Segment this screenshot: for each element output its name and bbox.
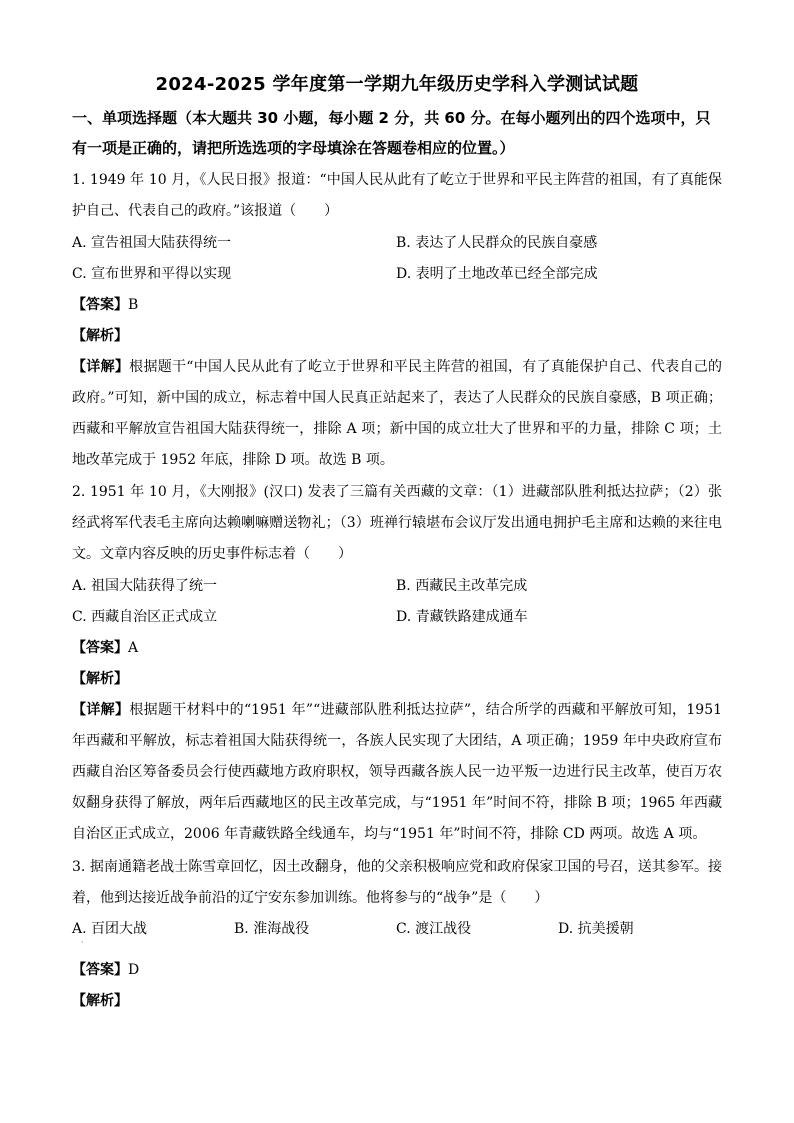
analysis-label: 【解析】 [72,993,128,1009]
analysis-label: 【解析】 [72,671,128,687]
question-2-option-b: B. 西藏民主改革完成 [396,578,528,594]
question-2-option-d: D. 青藏铁路建成通车 [396,609,528,625]
answer-label: 【答案】 [72,297,128,313]
question-1-option-b: B. 表达了人民群众的民族自豪感 [396,235,598,251]
question-1-option-d: D. 表明了土地改革已经全部完成 [396,266,598,282]
section-heading: 一、单项选择题（本大题共 30 小题，每小题 2 分，共 60 分。在每小题列出的四个选项中，只有一项是正确的，请把所选选项的字母填涂在答题卷相应的位置。） [72,109,711,157]
detail-text: 根据题干材料中的“1951 年”“进藏部队胜利抵达拉萨”，结合所学的西藏和平解放可知，1951 年西藏和平解放，标志着祖国大陆获得统一，各族人民实现了大团结，A 项正确；1959 年中央政府宣布西藏自治区筹备委员会行使西藏地方政府职权，领导西藏各族人民一边平叛一边进行民主改革，使百万农奴翻身获得了解放，两年后西藏地区的民主改革完成，与“1951 年”时间不符，排除 B 项；1965 年西藏自治区正式成立，2006 年青藏铁路全线通车，均与“1951 年”时间不符，排除 CD 两项。故选 A 项。 [72,702,723,842]
question-1-detail [72,352,722,476]
question-3-option-a: A. 百团大战 [72,921,148,937]
question-1-option-a: A. 宣告祖国大陆获得统一 [72,235,232,251]
question-3-stem: 3. 据南通籍老战士陈雪章回忆，因土改翻身，他的父亲积极响应党和政府保家卫国的号召，送其参军。接着，他到达接近战争前沿的辽宁安东参加训练。他将参与的“战争”是（ ） [72,859,722,906]
detail-text: 根据题干“中国人民从此有了屹立于世界和平民主阵营的祖国，有了真能保护自己、代表自己的政府。”可知，新中国的成立，标志着中国人民真正站起来了，表达了人民群众的民族自豪感，B 项正确；西藏和平解放宣告祖国大陆获得统一，排除 A 项；新中国的成立壮大了世界和平的力量，排除 C 项；土地改革完成于 1952 年底，排除 D 项。故选 B 项。 [72,359,723,468]
question-3-answer [72,960,139,980]
detail-label: 【详解】 [72,702,130,718]
question-2-option-c: C. 西藏自治区正式成立 [72,609,218,625]
question-2-detail [72,695,722,850]
question-1-answer [72,295,138,315]
answer-label: 【答案】 [72,962,128,978]
question-2-answer [72,638,138,658]
page-title: 2024-2025 学年度第一学期九年级历史学科入学测试试题 [155,74,639,95]
question-3-option-c: C. 渡江战役 [396,921,472,937]
question-2-option-a: A. 祖国大陆获得了统一 [72,578,218,594]
question-3-analysis [72,991,128,1011]
question-3-option-b: B. 淮海战役 [234,921,310,937]
analysis-label: 【解析】 [72,328,128,344]
detail-label: 【详解】 [72,359,130,375]
question-2-stem: 2. 1951 年 10 月，《大刚报》(汉口) 发表了三篇有关西藏的文章：（1）进藏部队胜利抵达拉萨；（2）张经武将军代表毛主席向达赖喇嘛赠送物礼；（3）班禅行辕堪布会议厅发出通电拥护毛主席和达赖的来往电文。文章内容反映的历史事件标志着（ ） [72,484,722,562]
answer-value: B [128,297,139,313]
question-1-option-c: C. 宣布世界和平得以实现 [72,266,232,282]
answer-label: 【答案】 [72,640,128,656]
question-1-stem: 1. 1949 年 10 月，《人民日报》报道：“中国人民从此有了屹立于世界和平民主阵营的祖国，有了真能保护自己、代表自己的政府。”该报道（ ） [72,172,722,219]
question-3-option-d: D. 抗美援朝 [558,921,634,937]
answer-value: D [128,962,140,978]
stray-mark: · [81,938,84,947]
question-1-analysis [72,326,128,346]
question-2-analysis [72,669,128,689]
answer-value: A [128,640,139,656]
